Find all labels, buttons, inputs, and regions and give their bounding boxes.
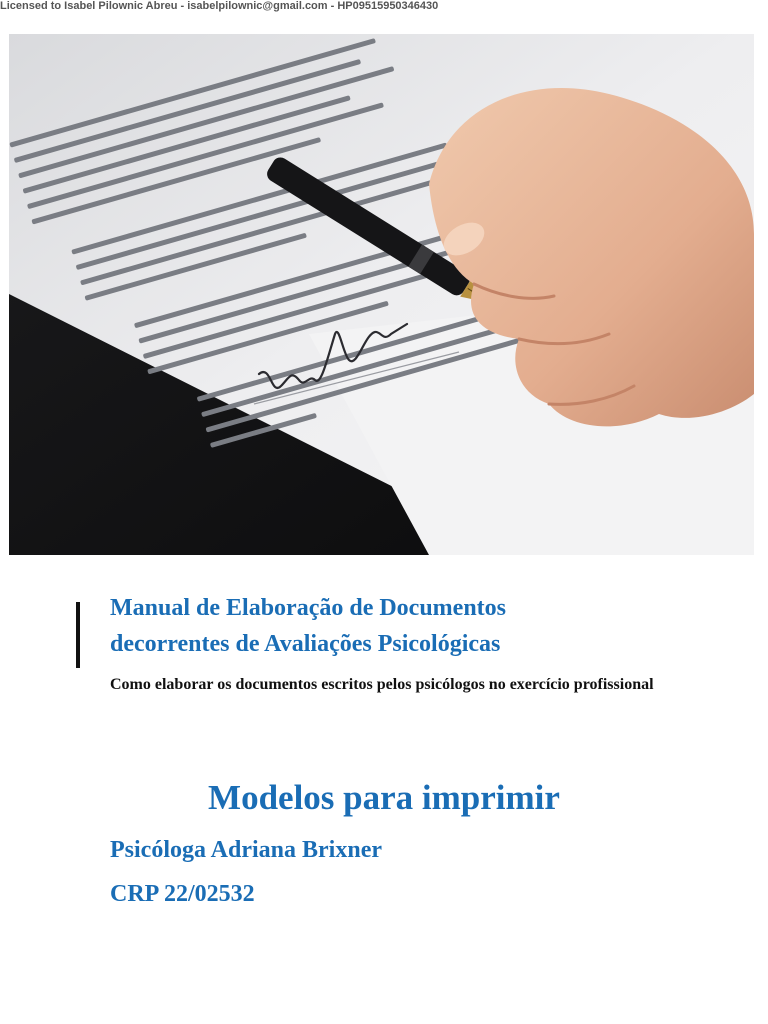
document-title: [110, 590, 710, 662]
author-name: Psicóloga Adriana Brixner: [110, 837, 382, 863]
section-heading: Modelos para imprimir: [208, 778, 560, 817]
license-notice: Licensed to Isabel Pilownic Abreu - isabelpilownic@gmail.com - HP09515950346430: [0, 0, 439, 12]
registration-number: CRP 22/02532: [110, 881, 255, 907]
document-title-line-2: decorrentes de Avaliações Psicológicas: [110, 631, 501, 657]
title-accent-bar: [76, 602, 80, 668]
document-subtitle: Como elaborar os documentos escritos pelos psicólogos no exercício profissional: [110, 676, 654, 693]
document-title-line-1: Manual de Elaboração de Documentos: [110, 595, 506, 621]
cover-photo: [9, 34, 754, 555]
